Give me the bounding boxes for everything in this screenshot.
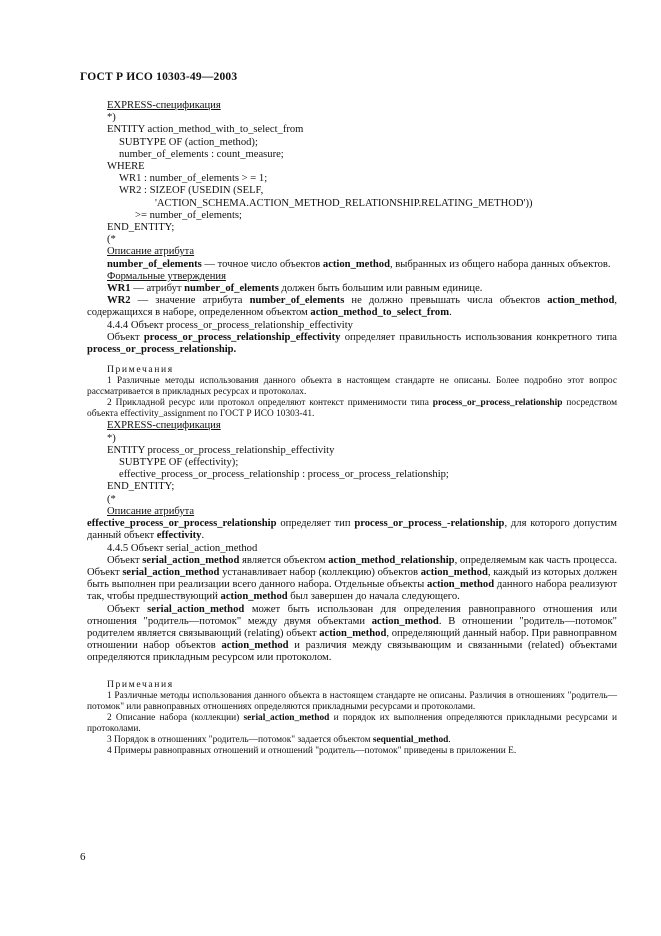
attribute-description-heading: Описание атрибута [107, 246, 195, 258]
page-content [87, 100, 617, 757]
note-3: 3 Порядок в отношениях "родитель—потомок" задается объектом sequential_method. [107, 734, 451, 745]
section-title-4-4-5: 4.4.5 Объект serial_action_method [107, 542, 258, 554]
code-line: ENTITY process_or_process_relationship_effectivity [107, 444, 335, 456]
express-spec-heading: EXPRESS-спецификация [107, 100, 221, 111]
attribute-description-heading: Описание атрибута [107, 505, 195, 517]
express-spec-heading: EXPRESS-спецификация [107, 420, 221, 432]
document-header: ГОСТ Р ИСО 10303-49—2003 [80, 71, 238, 83]
express-code-block [87, 112, 617, 246]
note-1: 1 Различные методы использования данного объекта в настоящем стандарте не описаны. Различия в отношениях "родитель—потомок" или равноправных отношениях определяются прикладными ресурсами и протоколами. [87, 690, 617, 712]
code-line: effective_process_or_process_relationship : process_or_process_relationship; [119, 469, 449, 481]
page-number: 6 [80, 851, 86, 863]
code-line: END_ENTITY; [107, 481, 175, 493]
code-line: >= number_of_elements; [135, 209, 242, 221]
section-4-4-5-paragraph-1: Объект serial_action_method является объектом action_method_relationship, определяемым как часть процесса. Объект serial_action_method устанавливает набор (коллекцию) объектов action_method, каждый из которых должен быть выполнен при реализации всего данного набора. Отдельные объекты action_method данного набора реализуют так, чтобы предшествующий action_method был завершен до начала следующего. [87, 554, 617, 603]
code-line: (* [107, 234, 116, 246]
section-4-4-5-paragraph-2: Объект serial_action_method может быть использован для определения равноправного отношения или отношения "родитель—потомок" между двумя объектами action_method. В отношении "родитель—потомок" родителем является связывающий (relating) объект action_method, определяющий данный набор. При равноправном отношении набор объектов action_method и различия между связывающим и связанными (related) объектами определяются прикладным ресурсом или протоколом. [87, 603, 617, 664]
rule-wr1: WR1 — атрибут number_of_elements должен быть большим или равным единице. [107, 283, 483, 295]
section-4-4-4-paragraph: Объект process_or_process_relationship_effectivity определяет правильность использования конкретного типа process_or_process_relationship. [87, 331, 617, 356]
code-line: WR1 : number_of_elements > = 1; [119, 173, 268, 185]
section-title-4-4-4: 4.4.4 Объект process_or_process_relationship_effectivity [107, 319, 353, 331]
notes-heading: Примечания [107, 678, 174, 690]
express-code-block [87, 433, 617, 506]
code-line: WHERE [107, 161, 145, 173]
code-line: (* [107, 493, 116, 505]
formal-propositions-heading: Формальные утверждения [107, 270, 226, 282]
code-line: WR2 : SIZEOF (USEDIN (SELF, [119, 185, 264, 197]
note-4: 4 Примеры равноправных отношений и отношений "родитель—потомок" приведены в приложении Е. [107, 745, 517, 756]
code-line: SUBTYPE OF (action_method); [119, 136, 258, 148]
code-line: *) [107, 112, 116, 124]
code-line: ENTITY action_method_with_to_select_from [107, 124, 304, 136]
code-line: *) [107, 432, 116, 444]
notes-heading: Примечания [107, 364, 174, 376]
note-2: 2 Прикладной ресурс или протокол определяют контекст применимости типа process_or_process_relationship посредством объекта effectivity_assignment по ГОСТ Р ИСО 10303-41. [87, 398, 617, 420]
attribute-description: number_of_elements — точное число объектов action_method, выбранных из общего набора данных объектов. [107, 258, 611, 270]
code-line: END_ENTITY; [107, 222, 175, 234]
note-2: 2 Описание набора (коллекции) serial_action_method и порядок их выполнения определяются прикладными ресурсами и протоколами. [87, 712, 617, 734]
code-line: number_of_elements : count_measure; [119, 148, 284, 160]
rule-wr2: WR2 — значение атрибута number_of_elements не должно превышать числа объектов action_method, содержащихся в наборе, определенном объектом action_method_to_select_from. [87, 295, 617, 319]
code-line: 'ACTION_SCHEMA.ACTION_METHOD_RELATIONSHIP.RELATING_METHOD')) [155, 197, 533, 209]
code-line: SUBTYPE OF (effectivity); [119, 457, 239, 469]
note-1: 1 Различные методы использования данного объекта в настоящем стандарте не описаны. Более подробно этот вопрос рассматривается в прикладных ресурсах и протоколах. [87, 376, 617, 398]
attribute-description: effective_process_or_process_relationship определяет тип process_or_process_-relationship, для которого допустим данный объект effectivity. [87, 518, 618, 542]
